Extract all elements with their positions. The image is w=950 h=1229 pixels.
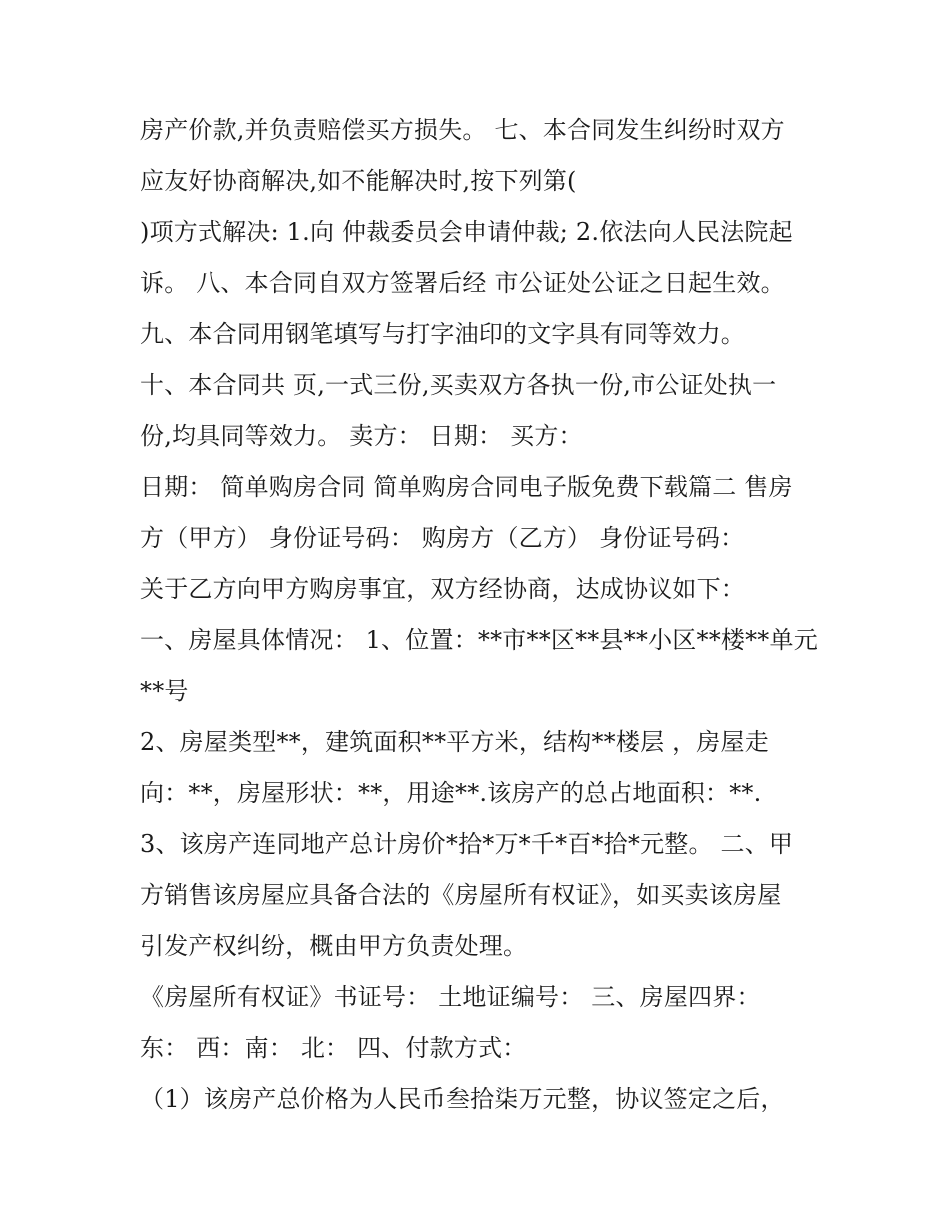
text-line: 东： 西：南： 北： 四、付款方式： — [140, 1034, 527, 1062]
text-line: 3、该房产连同地产总计房价*拾*万*千*百*拾*元整。 二、甲 — [140, 830, 794, 858]
text-line: 方（甲方） 身份证号码： 购房方（乙方） 身份证号码： — [140, 524, 745, 552]
text-line: 《房屋所有权证》书证号： 土地证编号： 三、房屋四界： — [140, 983, 761, 1011]
text-line: **号 — [140, 677, 189, 705]
text-line: 方销售该房屋应具备合法的《房屋所有权证》，如买卖该房屋 — [140, 881, 782, 909]
text-line: 九、本合同用钢笔填写与打字油印的文字具有同等效力。 — [140, 320, 745, 348]
text-line: 2、房屋类型**，建筑面积**平方米，结构**楼层 ，房屋走 — [140, 728, 769, 756]
document-body — [140, 105, 840, 1125]
text-line: 房产价款,并负责赔偿买方损失。 七、本合同发生纠纷时双方 — [140, 116, 785, 144]
text-line: 诉。 八、本合同自双方签署后经 市公证处公证之日起生效。 — [140, 269, 785, 297]
text-line: 份,均具同等效力。 卖方： 日期： 买方： — [140, 422, 583, 450]
text-line: 引发产权纠纷，概由甲方负责处理。 — [140, 932, 528, 960]
text-line: 关于乙方向甲方购房事宜，双方经协商，达成协议如下： — [140, 575, 745, 603]
text-line: 一、房屋具体情况： 1、位置：**市**区**县**小区**楼**单元 — [140, 626, 818, 654]
text-line: 日期： 简单购房合同 简单购房合同电子版免费下载篇二 售房 — [140, 473, 793, 501]
text-line: 十、本合同共 页,一式三份,买卖双方各执一份,市公证处执一 — [140, 371, 777, 399]
text-line: 应友好协商解决,如不能解决时,按下列第( — [140, 167, 577, 195]
text-line: )项方式解决: 1.向 仲裁委员会申请仲裁; 2.依法向人民法院起 — [140, 218, 793, 246]
text-line: （1）该房产总价格为人民币叁拾柒万元整，协议签定之后， — [140, 1085, 785, 1113]
text-line: 向：**，房屋形状：**，用途**.该房产的总占地面积：**. — [140, 779, 762, 807]
